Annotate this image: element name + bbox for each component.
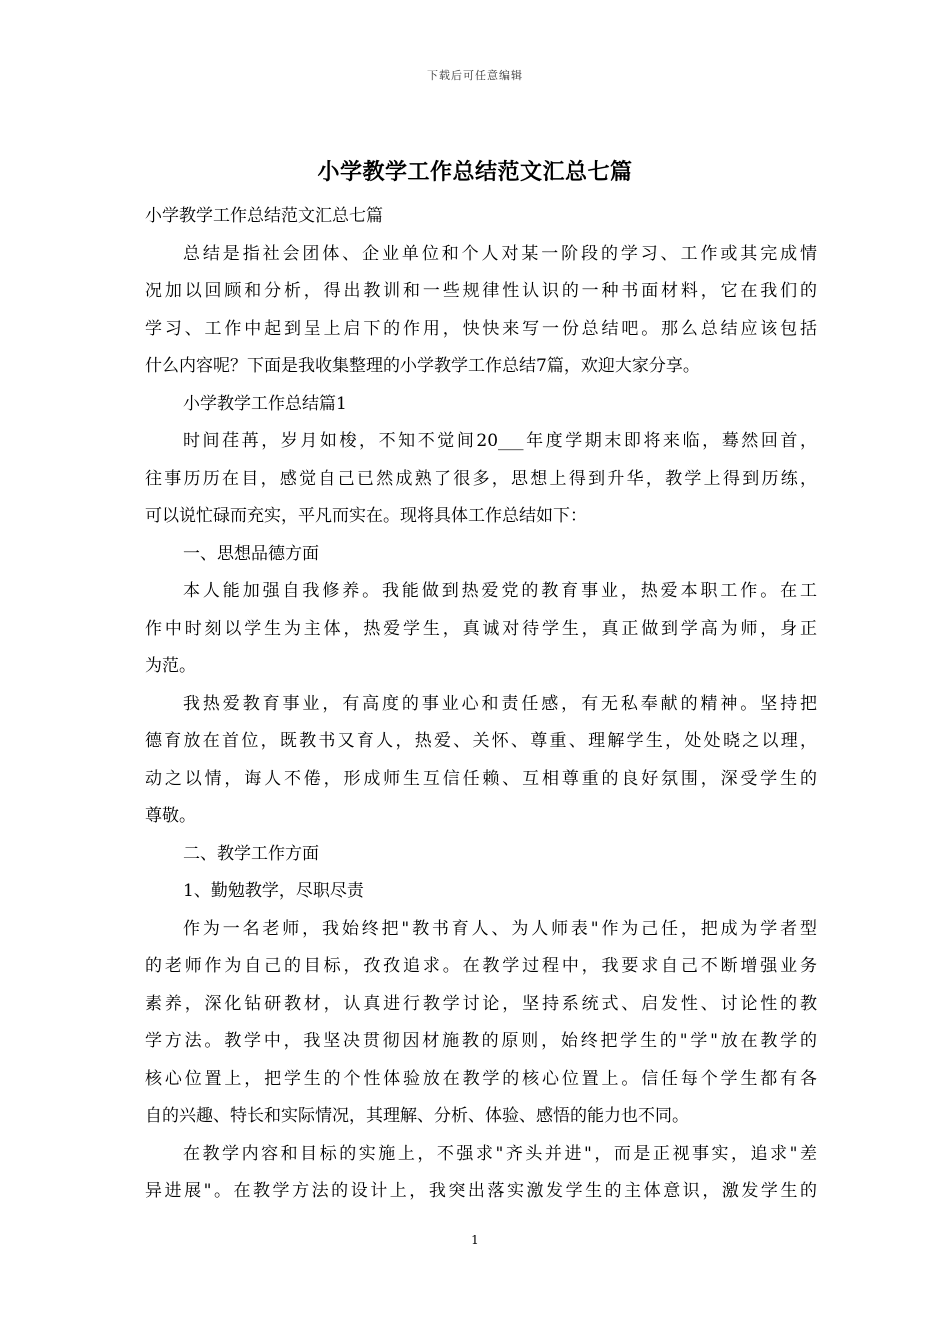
subtitle-line: 小学教学工作总结范文汇总七篇 bbox=[145, 206, 383, 226]
section-heading: 小学教学工作总结篇1 bbox=[183, 393, 347, 414]
subsection-heading: 1、勤勉教学，尽职尽责 bbox=[183, 881, 364, 901]
paragraph-line: 的老师作为自己的目标，孜孜追求。在教学过程中，我要求自己不断增强业务 bbox=[145, 956, 817, 976]
paragraph-line: 我热爱教育事业，有高度的事业心和责任感，有无私奉献的精神。坚持把 bbox=[183, 693, 817, 714]
paragraph-line: 学方法。教学中，我坚决贯彻因材施教的原则，始终把学生的"学"放在教学的 bbox=[145, 1031, 817, 1051]
header-note: 下载后可任意编辑 bbox=[427, 69, 523, 82]
paragraph-line: 况加以回顾和分析，得出教训和一些规律性认识的一种书面材料，它在我们的 bbox=[145, 281, 817, 301]
paragraph-line: 为范。 bbox=[145, 656, 196, 676]
document-body bbox=[145, 198, 817, 1211]
paragraph-line: 往事历历在目，感觉自己已然成熟了很多，思想上得到升华，教学上得到历练， bbox=[145, 468, 817, 489]
document-title: 小学教学工作总结范文汇总七篇 bbox=[317, 159, 633, 185]
paragraph-line: 总结是指社会团体、企业单位和个人对某一阶段的学习、工作或其完成情 bbox=[183, 243, 817, 264]
paragraph-line: 尊敬。 bbox=[145, 806, 196, 826]
paragraph-line: 自的兴趣、特长和实际情况，其理解、分析、体验、感悟的能力也不同。 bbox=[145, 1106, 689, 1126]
paragraph-line: 核心位置上，把学生的个性体验放在教学的核心位置上。信任每个学生都有各 bbox=[145, 1068, 817, 1089]
paragraph-line: 动之以情，诲人不倦，形成师生互信任赖、互相尊重的良好氛围，深受学生的 bbox=[145, 768, 817, 789]
section-heading: 二、教学工作方面 bbox=[183, 843, 319, 864]
paragraph-line: 作中时刻以学生为主体，热爱学生，真诚对待学生，真正做到学高为师，身正 bbox=[145, 618, 817, 639]
paragraph-line: 可以说忙碌而充实，平凡而实在。现将具体工作总结如下： bbox=[145, 506, 587, 526]
paragraph-line: 素养，深化钻研教材，认真进行教学讨论，坚持系统式、启发性、讨论性的教 bbox=[145, 993, 817, 1014]
paragraph-line: 作为一名老师，我始终把"教书育人、为人师表"作为己任，把成为学者型 bbox=[183, 918, 817, 939]
paragraph-line: 德育放在首位，既教书又育人，热爱、关怀、尊重、理解学生，处处晓之以理， bbox=[145, 731, 817, 751]
paragraph-line: 学习、工作中起到呈上启下的作用，快快来写一份总结吧。那么总结应该包括 bbox=[145, 318, 817, 339]
paragraph-line: 什么内容呢？下面是我收集整理的小学教学工作总结7篇，欢迎大家分享。 bbox=[145, 356, 700, 376]
paragraph-line: 时间荏苒，岁月如梭，不知不觉间20___年度学期末即将来临，蓦然回首， bbox=[183, 431, 817, 451]
section-heading: 一、思想品德方面 bbox=[183, 543, 319, 564]
paragraph-line: 本人能加强自我修养。我能做到热爱党的教育事业，热爱本职工作。在工 bbox=[183, 581, 817, 601]
paragraph-line: 异进展"。在教学方法的设计上，我突出落实激发学生的主体意识，激发学生的 bbox=[145, 1181, 817, 1201]
page-number: 1 bbox=[471, 1233, 479, 1247]
paragraph-line: 在教学内容和目标的实施上，不强求"齐头并进"，而是正视事实，追求"差 bbox=[183, 1143, 817, 1164]
